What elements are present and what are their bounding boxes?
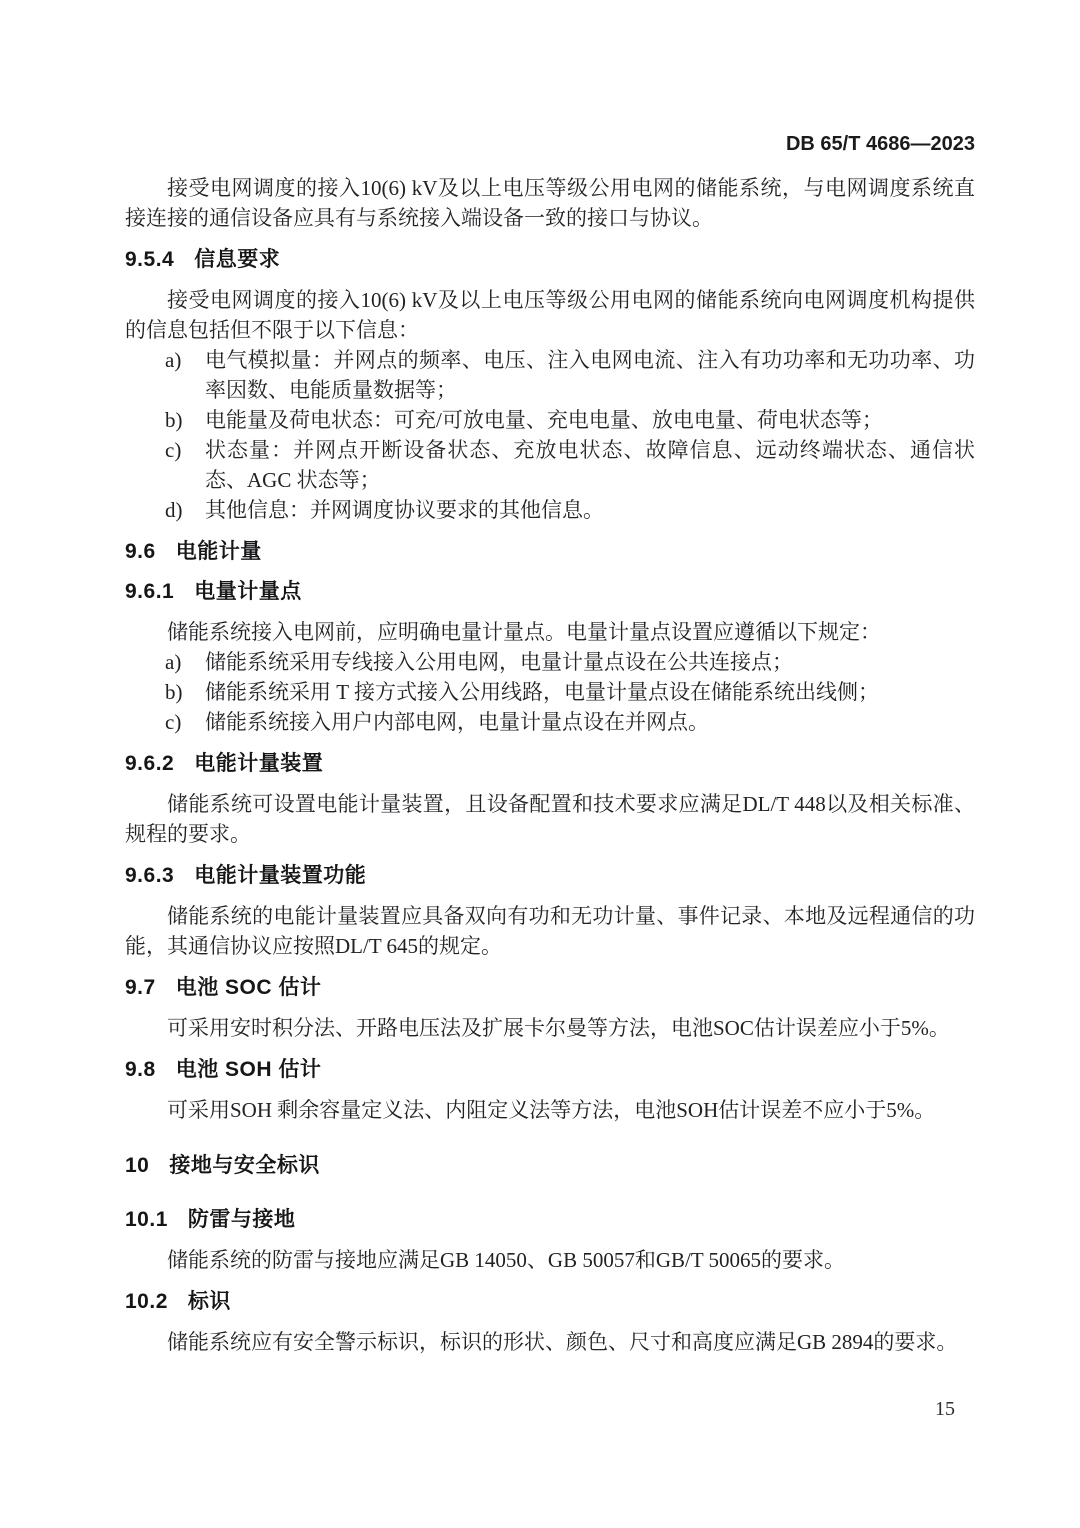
list-marker: b)	[165, 408, 183, 432]
page-number: 15	[935, 1398, 955, 1420]
page-header	[125, 130, 975, 158]
heading-title: 电能计量装置功能	[194, 864, 367, 887]
heading-number: 10.2	[125, 1290, 168, 1313]
para-soh-estimate: 可采用SOH 剩余容量定义法、内阻定义法等方法，电池SOH估计误差不应小于5%。	[167, 1098, 936, 1122]
list-item-text: 电气模拟量：并网点的频率、电压、注入电网电流、注入有功功率和无功功率、功率因数、电能质量数据等；	[205, 348, 975, 402]
list-marker: a)	[165, 348, 182, 372]
heading-9-6-1	[125, 579, 975, 605]
heading-9-8	[125, 1057, 975, 1083]
heading-title: 电量计量点	[194, 580, 302, 603]
list-item-text: 储能系统接入用户内部电网，电量计量点设在并网点。	[205, 710, 709, 734]
para-dispatch-comm-interface: 接受电网调度的接入10(6) kV及以上电压等级公用电网的储能系统，与电网调度系统直接连接的通信设备应具有与系统接入端设备一致的接口与协议。	[125, 176, 975, 230]
list-item-text: 储能系统采用专线接入公用电网，电量计量点设在公共连接点；	[205, 650, 793, 674]
para-soc-estimate: 可采用安时积分法、开路电压法及扩展卡尔曼等方法，电池SOC估计误差应小于5%。	[167, 1016, 950, 1040]
list-info-types	[125, 345, 975, 525]
list-metering-point-rules	[125, 647, 975, 737]
list-item	[125, 435, 975, 495]
list-item-text: 其他信息：并网调度协议要求的其他信息。	[205, 498, 604, 522]
list-item	[125, 707, 975, 737]
list-item	[125, 495, 975, 525]
heading-10-2	[125, 1289, 975, 1315]
list-marker: a)	[165, 650, 182, 674]
heading-number: 9.6.3	[125, 864, 175, 887]
heading-9-6-2	[125, 751, 975, 777]
list-item-text: 储能系统采用 T 接方式接入公用线路，电量计量点设在储能系统出线侧；	[205, 680, 879, 704]
heading-9-7	[125, 975, 975, 1001]
heading-number: 9.7	[125, 976, 156, 999]
heading-9-6	[125, 539, 975, 565]
heading-number: 9.8	[125, 1058, 156, 1081]
list-item-text: 电能量及荷电状态：可充/可放电量、充电电量、放电电量、荷电状态等；	[205, 408, 883, 432]
heading-number: 10.1	[125, 1208, 168, 1231]
list-item	[125, 345, 975, 405]
heading-number: 9.6	[125, 540, 156, 563]
page-content	[125, 173, 975, 1357]
heading-number: 9.6.2	[125, 752, 175, 775]
heading-title: 电能计量装置	[194, 752, 324, 775]
para-metering-device: 储能系统可设置电能计量装置，且设备配置和技术要求应满足DL/T 448以及相关标准、规程的要求。	[125, 792, 975, 846]
list-marker: d)	[165, 498, 183, 522]
page-footer	[935, 1396, 955, 1422]
para-metering-point: 储能系统接入电网前，应明确电量计量点。电量计量点设置应遵循以下规定：	[167, 620, 881, 644]
heading-title: 电池 SOC 估计	[175, 976, 322, 999]
para-info-provided: 接受电网调度的接入10(6) kV及以上电压等级公用电网的储能系统向电网调度机构提供的信息包括但不限于以下信息：	[125, 288, 975, 342]
heading-9-5-4	[125, 247, 975, 273]
heading-9-6-3	[125, 863, 975, 889]
heading-10-1	[125, 1207, 975, 1233]
heading-title: 防雷与接地	[187, 1208, 296, 1231]
heading-title: 电能计量	[175, 540, 262, 563]
heading-title: 接地与安全标识	[169, 1154, 320, 1177]
heading-number: 9.5.4	[125, 248, 175, 271]
list-marker: c)	[165, 438, 182, 462]
list-item-text: 状态量：并网点开断设备状态、充放电状态、故障信息、远动终端状态、通信状态、AGC 状态等；	[205, 438, 975, 492]
heading-title: 信息要求	[194, 248, 281, 271]
list-marker: b)	[165, 680, 183, 704]
para-safety-signs: 储能系统应有安全警示标识，标识的形状、颜色、尺寸和高度应满足GB 2894的要求。	[167, 1330, 958, 1354]
para-lightning-grounding: 储能系统的防雷与接地应满足GB 14050、GB 50057和GB/T 50065的要求。	[167, 1248, 846, 1272]
list-item	[125, 677, 975, 707]
list-marker: c)	[165, 710, 182, 734]
list-item	[125, 405, 975, 435]
para-metering-device-function: 储能系统的电能计量装置应具备双向有功和无功计量、事件记录、本地及远程通信的功能，其通信协议应按照DL/T 645的规定。	[125, 904, 975, 958]
heading-title: 标识	[187, 1290, 231, 1313]
heading-number: 10	[125, 1154, 150, 1177]
heading-title: 电池 SOH 估计	[175, 1058, 322, 1081]
heading-10	[125, 1153, 975, 1179]
list-item	[125, 647, 975, 677]
standard-code: DB 65/T 4686—2023	[785, 133, 975, 155]
heading-number: 9.6.1	[125, 580, 175, 603]
